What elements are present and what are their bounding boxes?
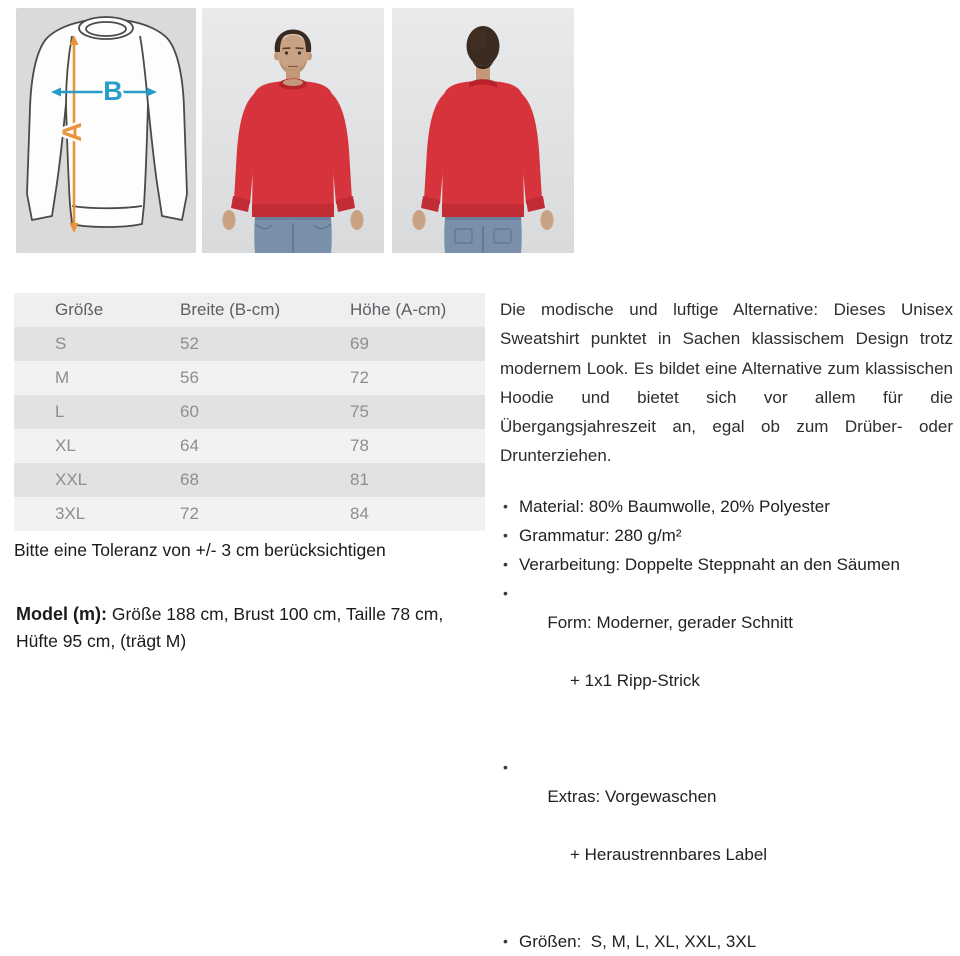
column-header-breite: Breite (B-cm): [180, 293, 350, 327]
feature-item: [500, 579, 956, 753]
table-header-row: [14, 293, 485, 327]
feature-text: Größen: S, M, L, XL, XXL, 3XL: [519, 932, 757, 951]
measure-b-label: B: [103, 76, 123, 107]
sweatshirt-drawing: [27, 17, 187, 227]
table-row: [14, 327, 485, 361]
model-info-details: Größe 188 cm, Brust 100 cm, Taille 78 cm, Hüfte 95 cm, (trägt M): [16, 604, 444, 651]
feature-text: Grammatur: 280 g/m²: [519, 526, 682, 545]
feature-item: [500, 492, 956, 521]
feature-text: Verarbeitung: Doppelte Steppnaht an den Säumen: [519, 555, 900, 574]
table-row: [14, 429, 485, 463]
size-cell: XL: [14, 429, 180, 463]
sweatshirt-back: [421, 79, 545, 217]
size-cell: L: [14, 395, 180, 429]
feature-subline: + Heraustrennbares Label: [570, 845, 768, 864]
feature-text: Form: Moderner, gerader Schnitt: [547, 613, 794, 632]
hoehe-cell: 84: [350, 497, 485, 531]
jeans-front: [254, 217, 332, 253]
sweatshirt-front: [231, 79, 355, 218]
feature-text: Extras: Vorgewaschen: [547, 787, 717, 806]
hoehe-cell: 78: [350, 429, 485, 463]
measure-a-label: A: [57, 122, 88, 142]
breite-cell: 68: [180, 463, 350, 497]
table-row: [14, 463, 485, 497]
table-row: [14, 395, 485, 429]
hand-left: [223, 210, 236, 230]
hand-left: [413, 210, 426, 230]
feature-item: [500, 753, 956, 927]
feature-item: [500, 521, 956, 550]
model-front-image[interactable]: [202, 8, 384, 253]
breite-cell: 64: [180, 429, 350, 463]
hand-right: [541, 210, 554, 230]
feature-list: [500, 492, 956, 956]
size-cell: S: [14, 327, 180, 361]
size-cell: M: [14, 361, 180, 395]
hoehe-cell: 75: [350, 395, 485, 429]
breite-cell: 72: [180, 497, 350, 531]
hand-right: [351, 210, 364, 230]
hoehe-cell: 81: [350, 463, 485, 497]
breite-cell: 52: [180, 327, 350, 361]
breite-cell: 56: [180, 361, 350, 395]
model-info-label: Model (m):: [16, 604, 107, 624]
product-description: Die modische und luftige Alternative: Dieses Unisex Sweatshirt punktet in Sachen klassischem Design trotz modernem Look. Es bildet eine Alternative zum klassischen Hoodie und bietet sich vor allem für die Übergangsjahreszeit an, egal ob zum Drüber- oder Drunterziehen.: [500, 300, 953, 466]
table-row: [14, 497, 485, 531]
hoehe-cell: 69: [350, 327, 485, 361]
model-info: [16, 601, 474, 655]
hem-band: [252, 204, 334, 217]
feature-item: [500, 550, 956, 579]
tolerance-note: Bitte eine Toleranz von +/- 3 cm berücksichtigen: [14, 540, 386, 560]
column-header-groesse: Größe: [14, 293, 180, 327]
hem-band: [442, 204, 524, 217]
size-cell: 3XL: [14, 497, 180, 531]
breite-cell: 60: [180, 395, 350, 429]
jeans-back: [444, 217, 522, 253]
model-back-image[interactable]: [392, 8, 574, 253]
table-row: [14, 361, 485, 395]
feature-item: [500, 927, 956, 956]
size-cell: XXL: [14, 463, 180, 497]
size-diagram-image[interactable]: [16, 8, 196, 253]
size-table: [14, 293, 485, 531]
feature-text: Material: 80% Baumwolle, 20% Polyester: [519, 497, 830, 516]
feature-subline: + 1x1 Ripp-Strick: [570, 671, 700, 690]
column-header-hoehe: Höhe (A-cm): [350, 293, 485, 327]
hoehe-cell: 72: [350, 361, 485, 395]
